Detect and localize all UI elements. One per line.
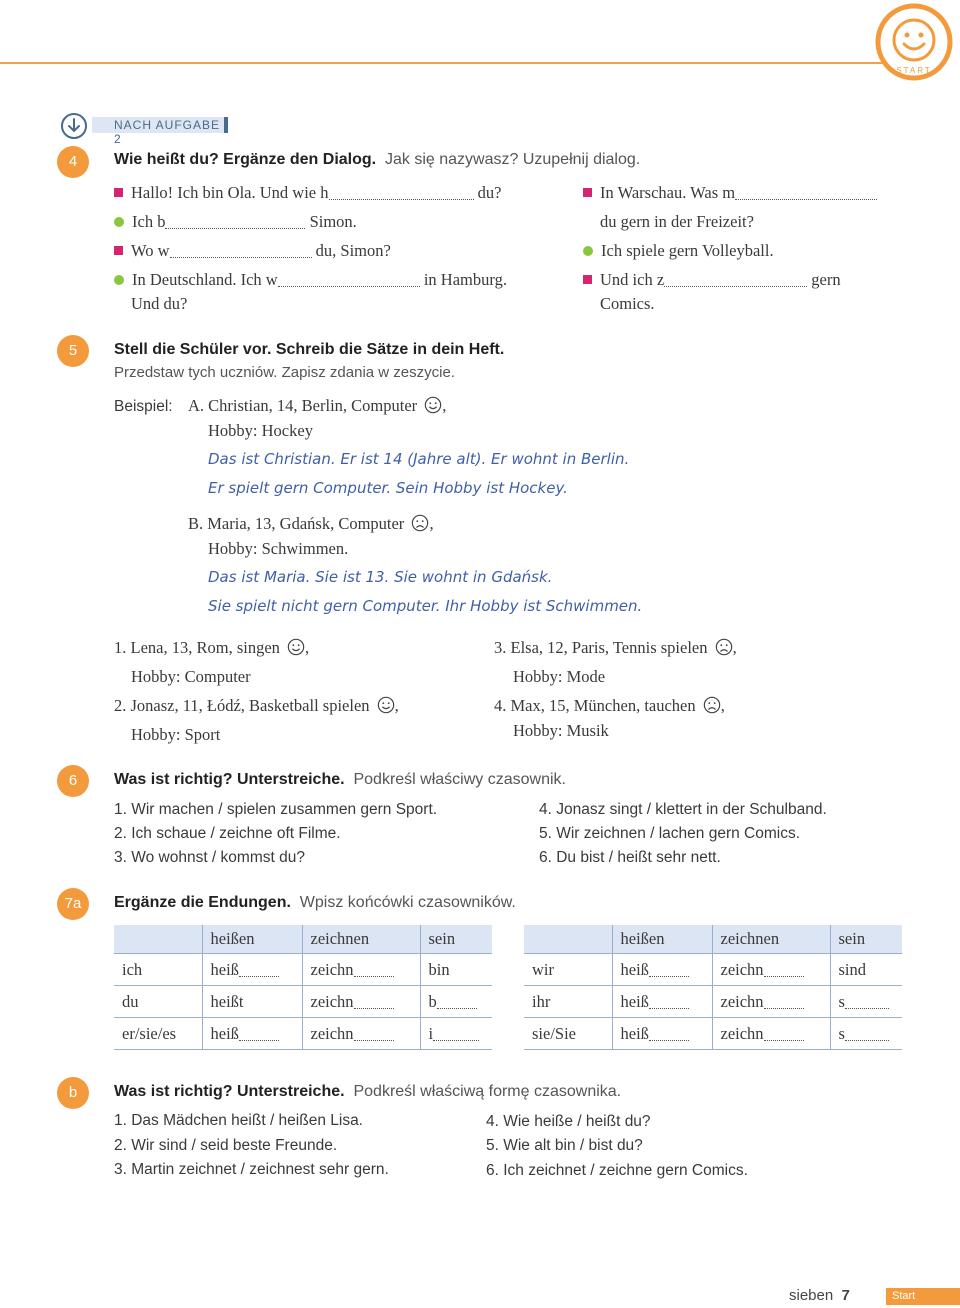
choice-item[interactable]: 6. Du bist / heißt sehr nett. bbox=[539, 849, 721, 866]
example-a-line: A. Christian, 14, Berlin, Computer , bbox=[188, 396, 447, 415]
exercise-6-heading: Was ist richtig? Unterstreiche. Podkreśl właściwy czasownik. bbox=[114, 771, 566, 788]
dialog-line: In Warschau. Was m bbox=[583, 183, 877, 203]
smiley-sad-icon bbox=[715, 638, 733, 656]
choice-item[interactable]: 3. Martin zeichnet / zeichnest sehr gern. bbox=[114, 1161, 389, 1178]
table-row: wir heiß zeichn sind bbox=[524, 954, 902, 986]
example-b-line: B. Maria, 13, Gdańsk, Computer , bbox=[188, 514, 434, 533]
task-item: 1. Lena, 13, Rom, singen , bbox=[114, 638, 310, 657]
task-item: 3. Elsa, 12, Paris, Tennis spielen , bbox=[494, 638, 737, 657]
exercise-5-translation: Przedstaw tych uczniów. Zapisz zdania w zeszycie. bbox=[114, 364, 455, 381]
exercise-7a-heading: Ergänze die Endungen. Wpisz końcówki czasowników. bbox=[114, 894, 516, 911]
example-b-hobby: Hobby: Schwimmen. bbox=[208, 539, 349, 558]
top-rule bbox=[0, 62, 900, 64]
table-row: du heißt zeichn b bbox=[114, 986, 492, 1018]
example-b-answer: Das ist Maria. Sie ist 13. Sie wohnt in Gdańsk. bbox=[208, 568, 553, 586]
page-number: sieben 7 bbox=[789, 1287, 850, 1304]
exercise-7b-heading: Was ist richtig? Unterstreiche. Podkreśl właściwą formę czasownika. bbox=[114, 1083, 622, 1100]
blank-field[interactable] bbox=[354, 962, 394, 977]
example-a-answer: Er spielt gern Computer. Sein Hobby ist Hockey. bbox=[208, 479, 568, 497]
exercise-number-6: 6 bbox=[57, 765, 89, 797]
blank-field[interactable] bbox=[354, 994, 394, 1009]
task-item-hobby: Hobby: Musik bbox=[513, 721, 609, 740]
dialog-line: Und ich z gern bbox=[583, 270, 841, 290]
blank-field[interactable] bbox=[239, 1026, 279, 1041]
task-item-hobby: Hobby: Mode bbox=[513, 667, 606, 686]
beispiel-label: Beispiel: bbox=[114, 398, 173, 415]
blank-field[interactable] bbox=[764, 1026, 804, 1041]
example-a-answer: Das ist Christian. Er ist 14 (Jahre alt). Er wohnt in Berlin. bbox=[208, 450, 630, 468]
blank-field[interactable] bbox=[649, 962, 689, 977]
dialog-line: Hallo! Ich bin Ola. Und wie h du? bbox=[114, 183, 501, 203]
choice-item[interactable]: 4. Wie heiße / heißt du? bbox=[486, 1113, 651, 1130]
exercise-number-4: 4 bbox=[57, 146, 89, 178]
smiley-happy-icon bbox=[377, 696, 395, 714]
blank-field[interactable] bbox=[664, 272, 807, 287]
smiley-happy-icon bbox=[424, 396, 442, 414]
blank-field[interactable] bbox=[649, 994, 689, 1009]
exercise-number-5: 5 bbox=[57, 335, 89, 367]
example-b-answer: Sie spielt nicht gern Computer. Ihr Hobby ist Schwimmen. bbox=[208, 597, 643, 615]
choice-item[interactable]: 6. Ich zeichnet / zeichne gern Comics. bbox=[486, 1162, 748, 1179]
blank-field[interactable] bbox=[170, 243, 312, 258]
svg-text:START: START bbox=[896, 66, 932, 75]
blank-field[interactable] bbox=[433, 1026, 479, 1041]
blank-field[interactable] bbox=[437, 994, 477, 1009]
blank-field[interactable] bbox=[239, 962, 279, 977]
smiley-sad-icon bbox=[703, 696, 721, 714]
table-row: ihr heiß zeichn s bbox=[524, 986, 902, 1018]
blank-field[interactable] bbox=[735, 185, 877, 200]
nach-aufgabe-label: NACH AUFGABE 2 bbox=[92, 117, 228, 133]
exercise-number-7b: b bbox=[57, 1077, 89, 1109]
dialog-line: du gern in der Freizeit? bbox=[600, 212, 754, 231]
task-item-hobby: Hobby: Sport bbox=[131, 725, 221, 744]
choice-item[interactable]: 3. Wo wohnst / kommst du? bbox=[114, 849, 305, 866]
table-row: er/sie/es heiß zeichn i bbox=[114, 1018, 492, 1050]
exercise-number-7a: 7a bbox=[57, 888, 89, 920]
task-item: 4. Max, 15, München, tauchen , bbox=[494, 696, 725, 715]
blank-field[interactable] bbox=[649, 1026, 689, 1041]
choice-item[interactable]: 2. Ich schaue / zeichne oft Filme. bbox=[114, 825, 341, 842]
conjugation-table-plural: heißen zeichnen sein wir heiß zeichn sind ihr heiß zeichn s sie/Sie heiß zeichn s bbox=[524, 925, 902, 1050]
choice-item[interactable]: 2. Wir sind / seid beste Freunde. bbox=[114, 1137, 338, 1154]
dialog-line: Ich spiele gern Volleyball. bbox=[583, 241, 774, 261]
blank-field[interactable] bbox=[329, 185, 474, 200]
dialog-line: Wo w du, Simon? bbox=[114, 241, 391, 261]
blank-field[interactable] bbox=[278, 272, 420, 287]
blank-field[interactable] bbox=[354, 1026, 394, 1041]
table-row: sie/Sie heiß zeichn s bbox=[524, 1018, 902, 1050]
start-smiley-logo bbox=[872, 2, 956, 86]
smiley-happy-icon bbox=[287, 638, 305, 656]
blank-field[interactable] bbox=[845, 994, 889, 1009]
table-row: ich heiß zeichn bin bbox=[114, 954, 492, 986]
task-item: 2. Jonasz, 11, Łódź, Basketball spielen , bbox=[114, 696, 399, 715]
choice-item[interactable]: 4. Jonasz singt / klettert in der Schulband. bbox=[539, 801, 827, 818]
blank-field[interactable] bbox=[764, 962, 804, 977]
blank-field[interactable] bbox=[845, 1026, 889, 1041]
dialog-line: Und du? bbox=[131, 294, 188, 313]
exercise-5-heading: Stell die Schüler vor. Schreib die Sätze in dein Heft. bbox=[114, 341, 505, 358]
smiley-sad-icon bbox=[411, 514, 429, 532]
choice-item[interactable]: 1. Wir machen / spielen zusammen gern Sport. bbox=[114, 801, 438, 818]
dialog-line: Ich b Simon. bbox=[114, 212, 357, 232]
section-badge: Start bbox=[886, 1288, 960, 1305]
task-item-hobby: Hobby: Computer bbox=[131, 667, 251, 686]
choice-item[interactable]: 5. Wie alt bin / bist du? bbox=[486, 1137, 643, 1154]
choice-item[interactable]: 5. Wir zeichnen / lachen gern Comics. bbox=[539, 825, 801, 842]
arrow-down-icon bbox=[61, 113, 87, 139]
exercise-4-heading: Wie heißt du? Ergänze den Dialog. Jak się nazywasz? Uzupełnij dialog. bbox=[114, 151, 641, 168]
example-a-hobby: Hobby: Hockey bbox=[208, 421, 313, 440]
blank-field[interactable] bbox=[764, 994, 804, 1009]
dialog-line: In Deutschland. Ich w in Hamburg. bbox=[114, 270, 507, 290]
choice-item[interactable]: 1. Das Mädchen heißt / heißen Lisa. bbox=[114, 1112, 363, 1129]
conjugation-table-singular: heißen zeichnen sein ich heiß zeichn bin du heißt zeichn b er/sie/es heiß zeichn i bbox=[114, 925, 492, 1050]
dialog-line: Comics. bbox=[600, 294, 655, 313]
blank-field[interactable] bbox=[165, 214, 305, 229]
